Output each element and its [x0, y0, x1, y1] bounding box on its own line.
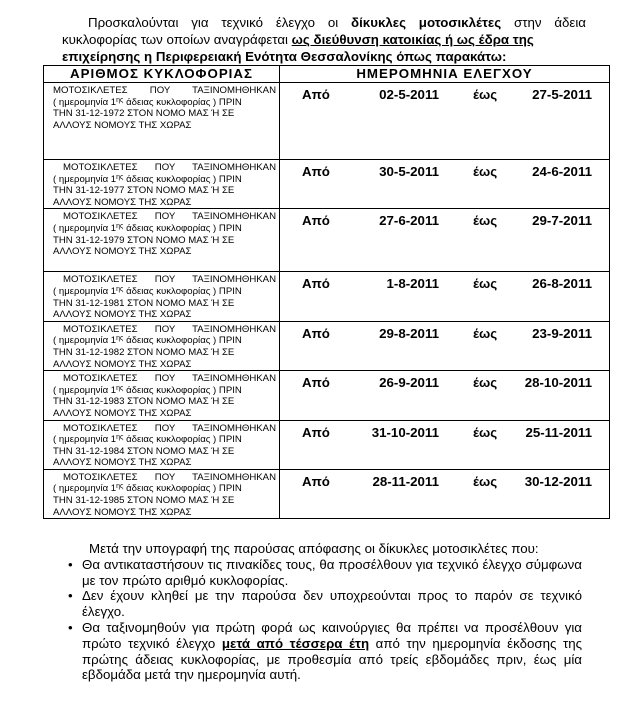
desc-line-4: ΑΛΛΟΥΣ ΝΟΜΟΥΣ ΤΗΣ ΧΩΡΑΣ — [53, 196, 192, 208]
from-label: Από — [302, 375, 330, 391]
desc-superscript: ης — [116, 335, 124, 343]
to-label: έως — [473, 375, 498, 391]
intro-text-2: στην άδεια κυκλοφορίας των οποίων αναγράφεται — [62, 15, 586, 47]
to-date: 23-9-2011 — [532, 325, 592, 341]
intro-paragraph — [62, 14, 586, 65]
inspection-schedule-table — [43, 65, 610, 519]
header-registration-number: ΑΡΙΘΜΟΣ ΚΥΚΛΟΦΟΡΙΑΣ — [44, 66, 280, 83]
from-date: 30-5-2011 — [379, 164, 439, 179]
to-date: 25-11-2011 — [525, 424, 592, 440]
desc-line-4: ΑΛΛΟΥΣ ΝΟΜΟΥΣ ΤΗΣ ΧΩΡΑΣ — [53, 309, 192, 321]
desc-line-2a: ( ημερομηνία 1 — [53, 434, 117, 446]
inspection-dates — [280, 469, 610, 518]
desc-superscript: ης — [116, 173, 124, 181]
desc-line-2a: ( ημερομηνία 1 — [53, 173, 117, 185]
desc-line-2 — [53, 97, 276, 109]
desc-line-2b: άδειας κυκλοφορίας ) ΠΡΙΝ — [123, 222, 242, 234]
to-date: 27-5-2011 — [532, 87, 592, 102]
desc-line-1: ΜΟΤΟΣΙΚΛΕΤΕΣ ΠΟΥ ΤΑΞΙΝΟΜΗΘΗΚΑΝ — [63, 274, 276, 286]
from-label: Από — [302, 87, 330, 102]
desc-line-1: ΜΟΤΟΣΙΚΛΕΤΕΣ ΠΟΥ ΤΑΞΙΝΟΜΗΘΗΚΑΝ — [63, 162, 276, 173]
desc-line-3: ΤΗΝ 31-12-1984 ΣΤΟΝ ΝΟΜΟ ΜΑΣ Ή ΣΕ — [53, 445, 235, 457]
desc-line-3: ΤΗΝ 31-12-1979 ΣΤΟΝ ΝΟΜΟ ΜΑΣ Ή ΣΕ — [53, 234, 235, 246]
table-row — [44, 160, 610, 209]
note-text: Θα ταξινομηθούν για πρώτη φορά ως καινούργιες θα πρέπει να προσέλθουν για πρώτο τεχνικό έλεγχο — [82, 619, 582, 651]
desc-line-2b: άδειας κυκλοφορίας ) ΠΡΙΝ — [123, 483, 242, 495]
desc-superscript: ης — [116, 434, 124, 442]
registration-description — [44, 420, 280, 469]
desc-line-4: ΑΛΛΟΥΣ ΝΟΜΟΥΣ ΤΗΣ ΧΩΡΑΣ — [53, 506, 192, 518]
desc-line-2a: ( ημερομηνία 1 — [53, 335, 117, 347]
desc-line-2b: άδειας κυκλοφορίας ) ΠΡΙΝ — [123, 173, 242, 185]
desc-line-1: ΜΟΤΟΣΙΚΛΕΤΕΣ ΠΟΥ ΤΑΞΙΝΟΜΗΘΗΚΑΝ — [63, 471, 276, 483]
desc-line-4: ΑΛΛΟΥΣ ΝΟΜΟΥΣ ΤΗΣ ΧΩΡΑΣ — [53, 407, 192, 419]
desc-line-1: ΜΟΤΟΣΙΚΛΕΤΕΣ ΠΟΥ ΤΑΞΙΝΟΜΗΘΗΚΑΝ — [63, 323, 276, 335]
desc-line-4: ΑΛΛΟΥΣ ΝΟΜΟΥΣ ΤΗΣ ΧΩΡΑΣ — [53, 358, 192, 370]
intro-bold-motorcycles: δίκυκλες μοτοσικλέτες — [351, 15, 502, 30]
from-date: 02-5-2011 — [379, 87, 439, 102]
desc-line-2a: ( ημερομηνία 1 — [53, 222, 117, 234]
desc-line-2a: ( ημερομηνία 1 — [53, 384, 117, 396]
to-label: έως — [473, 473, 498, 489]
desc-line-4: ΑΛΛΟΥΣ ΝΟΜΟΥΣ ΤΗΣ ΧΩΡΑΣ — [53, 119, 192, 131]
table-row — [44, 420, 610, 469]
inspection-dates — [280, 83, 610, 160]
desc-line-1: ΜΟΤΟΣΙΚΛΕΤΕΣ ΠΟΥ ΤΑΞΙΝΟΜΗΘΗΚΑΝ — [63, 211, 276, 223]
table-row — [44, 371, 610, 420]
from-date: 27-6-2011 — [379, 213, 439, 229]
registration-description — [44, 209, 280, 272]
to-label: έως — [473, 164, 498, 179]
desc-line-3: ΤΗΝ 31-12-1981 ΣΤΟΝ ΝΟΜΟ ΜΑΣ Ή ΣΕ — [53, 297, 235, 309]
desc-line-4: ΑΛΛΟΥΣ ΝΟΜΟΥΣ ΤΗΣ ΧΩΡΑΣ — [53, 457, 192, 469]
notes-section — [82, 541, 582, 683]
desc-superscript: ης — [116, 96, 124, 104]
registration-description — [44, 160, 280, 209]
notes-list — [82, 557, 582, 683]
note-item: • Θα αντικαταστήσουν τις πινακίδες τους, θα προσέλθουν για τεχνικό έλεγχο σύμφωνα με τον πρώτο αριθμό κυκλοφορίας. — [82, 557, 582, 589]
desc-line-3: ΤΗΝ 31-12-1972 ΣΤΟΝ ΝΟΜΟ ΜΑΣ Ή ΣΕ — [53, 108, 235, 120]
desc-line-2b: άδειας κυκλοφορίας ) ΠΡΙΝ — [123, 285, 242, 297]
from-label: Από — [302, 276, 330, 292]
registration-description — [44, 83, 280, 160]
desc-line-2 — [53, 174, 276, 186]
from-date: 31-10-2011 — [371, 424, 439, 440]
intro-bold-region: επιχείρησης η Περιφερειακή Ενότητα Θεσσαλονίκης όπως παρακάτω: — [62, 49, 507, 64]
registration-description — [44, 272, 280, 321]
table-row — [44, 469, 610, 518]
desc-line-2 — [53, 286, 276, 298]
from-date: 26-9-2011 — [379, 375, 439, 391]
desc-line-2 — [53, 434, 276, 446]
from-label: Από — [302, 325, 330, 341]
registration-description — [44, 321, 280, 370]
desc-superscript: ης — [116, 285, 124, 293]
to-label: έως — [473, 213, 498, 229]
to-date: 26-8-2011 — [532, 276, 592, 292]
inspection-dates — [280, 272, 610, 321]
table-row — [44, 83, 610, 160]
to-date: 29-7-2011 — [532, 213, 592, 229]
to-date: 24-6-2011 — [532, 164, 592, 179]
desc-superscript: ης — [116, 483, 124, 491]
registration-description — [44, 371, 280, 420]
inspection-dates — [280, 371, 610, 420]
desc-line-1: ΜΟΤΟΣΙΚΛΕΤΕΣ ΠΟΥ ΤΑΞΙΝΟΜΗΘΗΚΑΝ — [53, 85, 276, 96]
desc-line-4: ΑΛΛΟΥΣ ΝΟΜΟΥΣ ΤΗΣ ΧΩΡΑΣ — [53, 246, 192, 258]
desc-line-2 — [53, 483, 276, 495]
to-date: 28-10-2011 — [524, 375, 592, 391]
to-date: 30-12-2011 — [524, 473, 592, 489]
desc-line-2 — [53, 385, 276, 397]
from-label: Από — [302, 424, 330, 440]
desc-line-2a: ( ημερομηνία 1 — [53, 483, 117, 495]
desc-line-3: ΤΗΝ 31-12-1983 ΣΤΟΝ ΝΟΜΟ ΜΑΣ Ή ΣΕ — [53, 396, 235, 408]
desc-line-2 — [53, 223, 276, 235]
table-row — [44, 209, 610, 272]
desc-line-2b: άδειας κυκλοφορίας ) ΠΡΙΝ — [123, 384, 242, 396]
from-label: Από — [302, 164, 330, 179]
desc-line-3: ΤΗΝ 31-12-1985 ΣΤΟΝ ΝΟΜΟ ΜΑΣ Ή ΣΕ — [53, 495, 235, 507]
inspection-dates — [280, 321, 610, 370]
from-date: 1-8-2011 — [386, 276, 439, 292]
desc-line-2a: ( ημερομηνία 1 — [53, 96, 117, 108]
note-item — [82, 620, 582, 683]
desc-superscript: ης — [116, 222, 124, 230]
table-row — [44, 272, 610, 321]
inspection-dates — [280, 420, 610, 469]
note-bold-four-years: μετά από τέσσερα έτη — [221, 635, 370, 651]
desc-line-2a: ( ημερομηνία 1 — [53, 285, 117, 297]
desc-line-1: ΜΟΤΟΣΙΚΛΕΤΕΣ ΠΟΥ ΤΑΞΙΝΟΜΗΘΗΚΑΝ — [63, 422, 276, 434]
desc-line-2b: άδειας κυκλοφορίας ) ΠΡΙΝ — [123, 335, 242, 347]
desc-line-2b: άδειας κυκλοφορίας ) ΠΡΙΝ — [123, 96, 242, 108]
note-text: από την ημερομηνία έκδοσης της πρώτης άδειας κυκλοφορίας, με προθεσμία από τρείς εβδομάδες πριν, έως μία εβδομάδα μετά την ημερομηνία αυτή. — [82, 635, 583, 683]
from-label: Από — [302, 213, 330, 229]
to-label: έως — [473, 424, 498, 440]
from-date: 29-8-2011 — [379, 325, 439, 341]
inspection-dates — [280, 209, 610, 272]
inspection-dates — [280, 160, 610, 209]
table-row — [44, 321, 610, 370]
to-label: έως — [473, 276, 498, 292]
desc-superscript: ης — [116, 384, 124, 392]
from-label: Από — [302, 473, 330, 489]
desc-line-3: ΤΗΝ 31-12-1982 ΣΤΟΝ ΝΟΜΟ ΜΑΣ Ή ΣΕ — [53, 346, 235, 358]
from-date: 28-11-2011 — [372, 473, 439, 489]
desc-line-1: ΜΟΤΟΣΙΚΛΕΤΕΣ ΠΟΥ ΤΑΞΙΝΟΜΗΘΗΚΑΝ — [63, 373, 276, 385]
table-header-row — [44, 66, 610, 83]
registration-description — [44, 469, 280, 518]
note-item: • Δεν έχουν κληθεί με την παρούσα δεν υποχρεούνται προς το παρόν σε τεχνικό έλεγχο. — [82, 588, 582, 620]
desc-line-3: ΤΗΝ 31-12-1977 ΣΤΟΝ ΝΟΜΟ ΜΑΣ Ή ΣΕ — [53, 185, 235, 197]
intro-bold-address: ως διεύθυνση κατοικίας ή ως έδρα της — [291, 32, 534, 47]
desc-line-2b: άδειας κυκλοφορίας ) ΠΡΙΝ — [123, 434, 242, 446]
to-label: έως — [473, 87, 498, 102]
intro-text-1: Προσκαλούνται για τεχνικό έλεγχο οι — [88, 15, 352, 30]
notes-lead: Μετά την υπογραφή της παρούσας απόφασης οι δίκυκλες μοτοσικλέτες που: — [89, 541, 539, 556]
to-label: έως — [473, 325, 498, 341]
desc-line-2 — [53, 335, 276, 347]
header-inspection-date: ΗΜΕΡΟΜΗΝΙΑ ΕΛΕΓΧΟΥ — [280, 66, 610, 83]
